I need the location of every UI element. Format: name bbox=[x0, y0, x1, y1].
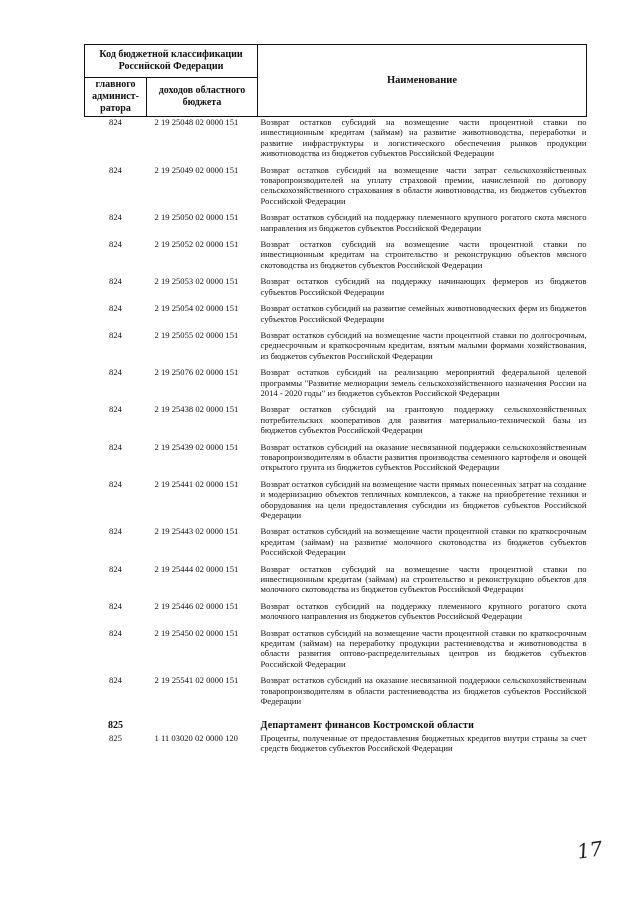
table-row bbox=[85, 330, 587, 367]
page-number: 17 bbox=[575, 836, 604, 864]
income-description: Возврат остатков субсидий на грантовую поддержку сельскохозяйственных потребительских кооперативов для развития материально-технической базы из бюджетов субъектов Российской Федерации bbox=[260, 404, 587, 436]
income-description: Возврат остатков субсидий на поддержку племенного крупного рогатого скота мясного направления из бюджетов субъектов Российской Федерации bbox=[260, 212, 587, 233]
table-row bbox=[85, 367, 587, 404]
admin-code: 824 bbox=[109, 526, 122, 537]
table-row bbox=[85, 564, 587, 601]
department-title: Департамент финансов Костромской области bbox=[260, 719, 475, 731]
budget-classification-table bbox=[84, 44, 587, 760]
table-row bbox=[85, 212, 587, 239]
header-name: Наименование bbox=[258, 45, 587, 117]
table-row bbox=[85, 117, 587, 165]
income-description: Возврат остатков субсидий на развитие семейных животноводческих ферм из бюджетов субъектов Российской Федерации bbox=[260, 303, 587, 324]
income-description: Возврат остатков субсидий на возмещение части процентной ставки по краткосрочным кредитам (займам) на развитие молочного скотоводства из бюджетов субъектов Российской Федерации bbox=[260, 526, 587, 558]
table-row bbox=[85, 165, 587, 213]
header-group-title: Код бюджетной классификации Российской Федерации bbox=[85, 45, 258, 78]
admin-code: 824 bbox=[109, 329, 122, 340]
income-description: Возврат остатков субсидий на возмещение части процентной ставки по краткосрочным кредитам (займам) на переработку продукции растениеводства и животноводства в области развития оптово-распределительных центров из бюджетов субъектов Российской Федерации bbox=[260, 627, 587, 669]
admin-code: 824 bbox=[109, 276, 122, 287]
admin-code: 824 bbox=[109, 164, 122, 175]
income-code: 2 19 25438 02 0000 151 bbox=[154, 404, 239, 415]
income-description: Возврат остатков субсидий на возмещение части процентной ставки по инвестиционным кредитам (займам) на строительство и реконструкцию объектов для молочного скотоводства из бюджетов субъектов Российской Федерации bbox=[260, 563, 587, 595]
income-code: 2 19 25443 02 0000 151 bbox=[154, 526, 239, 537]
table-row bbox=[85, 733, 587, 760]
income-code: 1 11 03020 02 0000 120 bbox=[154, 732, 238, 743]
income-code: 2 19 25053 02 0000 151 bbox=[154, 276, 239, 287]
admin-code: 824 bbox=[109, 600, 122, 611]
income-code: 2 19 25450 02 0000 151 bbox=[154, 627, 239, 638]
admin-code: 824 bbox=[109, 303, 122, 314]
income-code: 2 19 25541 02 0000 151 bbox=[154, 675, 239, 686]
income-description: Возврат остатков субсидий на возмещение части процентной ставки по инвестиционным кредитам на строительство и реконструкцию объектов мясного скотоводства из бюджетов субъектов Российской Федерации bbox=[260, 239, 587, 270]
income-description: Возврат остатков субсидий на реализацию мероприятий федеральной целевой программы "Развитие мелиорации земель сельскохозяйственного назначения России на 2014 - 2020 годы" из бюджетов субъектов Российской Федерации bbox=[260, 367, 587, 398]
admin-code: 824 bbox=[109, 627, 122, 638]
table-row bbox=[85, 675, 587, 712]
table-row bbox=[85, 442, 587, 479]
income-code: 2 19 25052 02 0000 151 bbox=[154, 239, 239, 250]
admin-code: 824 bbox=[109, 675, 122, 686]
department-admin-code: 825 bbox=[108, 719, 123, 731]
income-description: Возврат остатков субсидий на возмещение части прямых понесенных затрат на создание и модернизацию объектов тепличных комплексов, а также на приобретение техники и оборудования на цели предоставления субсидии из бюджетов субъектов Российской Федерации bbox=[260, 478, 587, 520]
income-description: Возврат остатков субсидий на возмещение части затрат сельскохозяйственных товаропроизводителей на уплату страховой премии, начисленной по договору сельскохозяйственного страхования в области животноводства, из бюджетов субъектов Российской Федерации bbox=[260, 164, 587, 206]
table-row bbox=[85, 526, 587, 563]
admin-code: 824 bbox=[109, 367, 122, 378]
income-description: Возврат остатков субсидий на оказание несвязанной поддержки сельскохозяйственным товаропроизводителям в области развития производства семенного картофеля и овощей открытого грунта из бюджетов субъектов Российской Федерации bbox=[260, 441, 587, 473]
admin-code: 824 bbox=[109, 117, 122, 127]
income-code: 2 19 25076 02 0000 151 bbox=[154, 367, 239, 378]
admin-code: 824 bbox=[109, 478, 122, 489]
header-admin: главного админист-ратора bbox=[85, 78, 147, 117]
table-row bbox=[85, 303, 587, 330]
table-body bbox=[85, 117, 587, 760]
admin-code: 824 bbox=[109, 441, 122, 452]
income-code: 2 19 25054 02 0000 151 bbox=[154, 303, 239, 314]
income-description: Возврат остатков субсидий на поддержку племенного крупного рогатого скота молочного направления из бюджетов субъектов Российской Федерации bbox=[260, 600, 587, 622]
income-description: Проценты, полученные от предоставления бюджетных кредитов внутри страны за счет средств бюджетов субъектов Российской Федерации bbox=[260, 732, 587, 754]
table-header bbox=[85, 45, 587, 117]
income-code: 2 19 25048 02 0000 151 bbox=[154, 117, 239, 127]
income-code: 2 19 25444 02 0000 151 bbox=[154, 563, 239, 574]
income-code: 2 19 25050 02 0000 151 bbox=[154, 212, 239, 223]
admin-code: 824 bbox=[109, 212, 122, 223]
income-code: 2 19 25446 02 0000 151 bbox=[154, 600, 239, 611]
table-row bbox=[85, 628, 587, 676]
table-row bbox=[85, 601, 587, 628]
admin-code: 824 bbox=[109, 239, 122, 250]
admin-code: 824 bbox=[109, 404, 122, 415]
income-description: Возврат остатков субсидий на поддержку начинающих фермеров из бюджетов субъектов Российской Федерации bbox=[260, 276, 587, 297]
income-code: 2 19 25439 02 0000 151 bbox=[154, 441, 239, 452]
table-row bbox=[85, 276, 587, 303]
income-code: 2 19 25055 02 0000 151 bbox=[154, 329, 239, 340]
income-description: Возврат остатков субсидий на оказание несвязанной поддержки сельскохозяйственным товаропроизводителям в области растениеводства из бюджетов субъектов Российской Федерации bbox=[260, 675, 587, 707]
admin-code: 825 bbox=[109, 732, 122, 743]
table-row bbox=[85, 404, 587, 441]
income-description: Возврат остатков субсидий на возмещение части процентной ставки по долгосрочным, среднесрочным и краткосрочным кредитам, взятым малыми формами хозяйствования, из бюджетов субъектов Российской Федерации bbox=[260, 329, 587, 361]
department-code-empty bbox=[147, 719, 258, 733]
income-code: 2 19 25441 02 0000 151 bbox=[154, 478, 239, 489]
income-description: Возврат остатков субсидий на возмещение части процентной ставки по инвестиционным кредитам (займам) на развитие животноводства, переработки и развитие инфраструктуры и логистического обеспечения рынков продукции животноводства из бюджетов субъектов Российской Федерации bbox=[260, 117, 587, 159]
income-code: 2 19 25049 02 0000 151 bbox=[154, 164, 239, 175]
admin-code: 824 bbox=[109, 563, 122, 574]
table-row bbox=[85, 239, 587, 276]
header-income: доходов областного бюджета bbox=[147, 78, 258, 117]
department-row bbox=[85, 719, 587, 733]
table-row bbox=[85, 479, 587, 527]
